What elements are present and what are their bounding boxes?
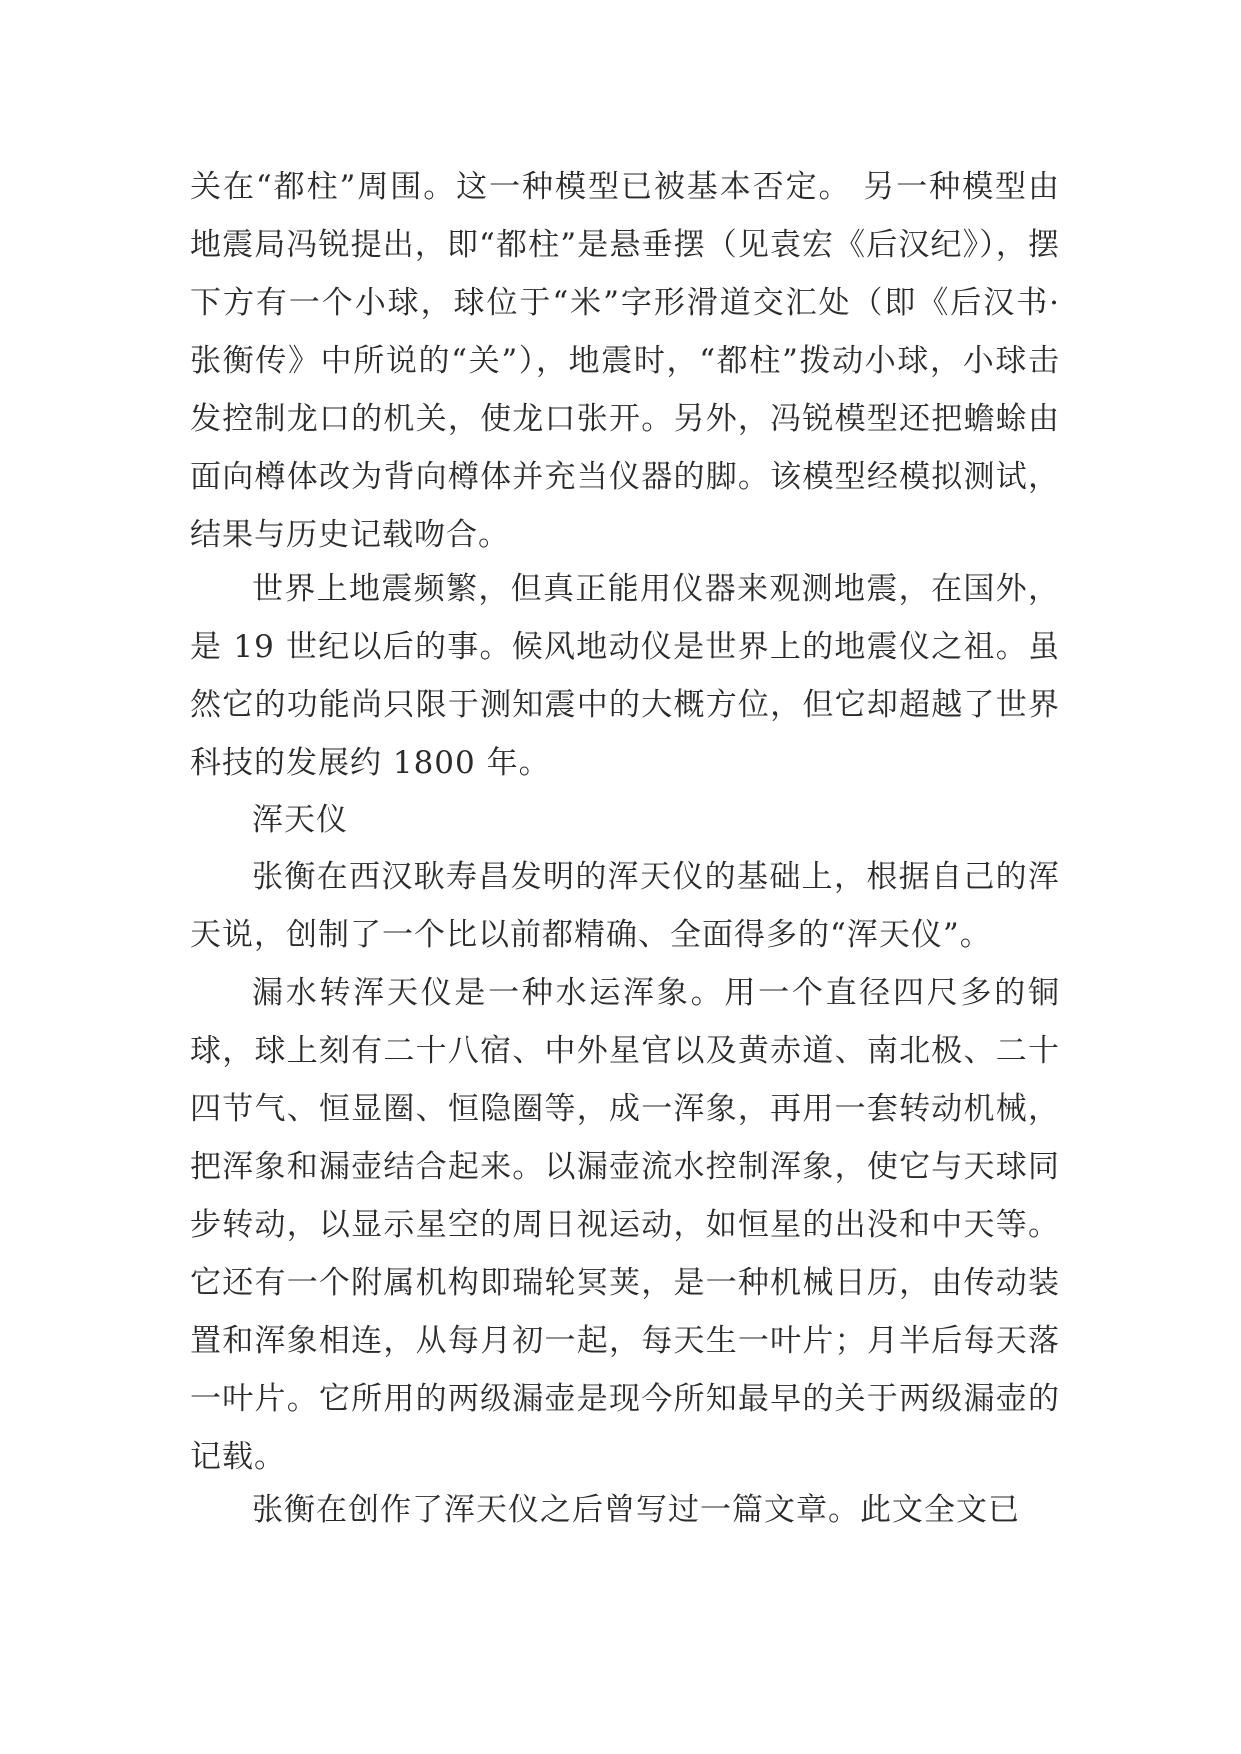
paragraph-water-armillary xyxy=(190,964,1060,1486)
paragraph-text: 漏水转浑天仪是一种水运浑象。用一个直径四尺多的铜球，球上刻有二十八宿、中外星官以及黄赤道、南北极、二十四节气、恒显圈、恒隐圈等，成一浑象，再用一套转动机械，把浑象和漏壶结合起来。以漏壶流水控制浑象，使它与天球同步转动，以显示星空的周日视运动，如恒星的出没和中天等。它还有一个附属机构即瑞轮冥荚，是一种机械日历，由传动装置和浑象相连，从每月初一起，每天生一叶片；月半后每天落一叶片。它所用的两级漏壶是现今所知最早的关于两级漏壶的记载。 xyxy=(190,975,1060,1475)
paragraph-armillary-intro xyxy=(190,848,1060,964)
paragraph-text: 世界上地震频繁，但真正能用仪器来观测地震，在国外，是 19 世纪以后的事。候风地动仪是世界上的地震仪之祖。虽然它的功能尚只限于测知震中的大概方位，但它却超越了世界科技的发展约 1800 年。 xyxy=(190,571,1060,781)
paragraph-seismograph-history xyxy=(190,560,1060,792)
section-heading-armillary xyxy=(190,791,1060,849)
paragraph-text: 关在“都柱”周围。这一种模型已被基本否定。 另一种模型由地震局冯锐提出，即“都柱”是悬垂摆（见袁宏《后汉纪》），摆下方有一个小球，球位于“米”字形滑道交汇处（即《后汉书·张衡传》中所说的“关”），地震时，“都柱”拨动小球，小球击发控制龙口的机关，使龙口张开。另外，冯锐模型还把蟾蜍由面向樽体改为背向樽体并充当仪器的脚。该模型经模拟测试，结果与历史记载吻合。 xyxy=(190,169,1060,553)
paragraph-seismograph-model xyxy=(190,158,1060,564)
paragraph-text: 张衡在西汉耿寿昌发明的浑天仪的基础上，根据自己的浑天说，创制了一个比以前都精确、全面得多的“浑天仪”。 xyxy=(190,859,1060,953)
section-heading-text: 浑天仪 xyxy=(252,802,348,838)
paragraph-article-continued xyxy=(190,1481,1060,1539)
paragraph-text: 张衡在创作了浑天仪之后曾写过一篇文章。此文全文已 xyxy=(252,1492,1020,1528)
